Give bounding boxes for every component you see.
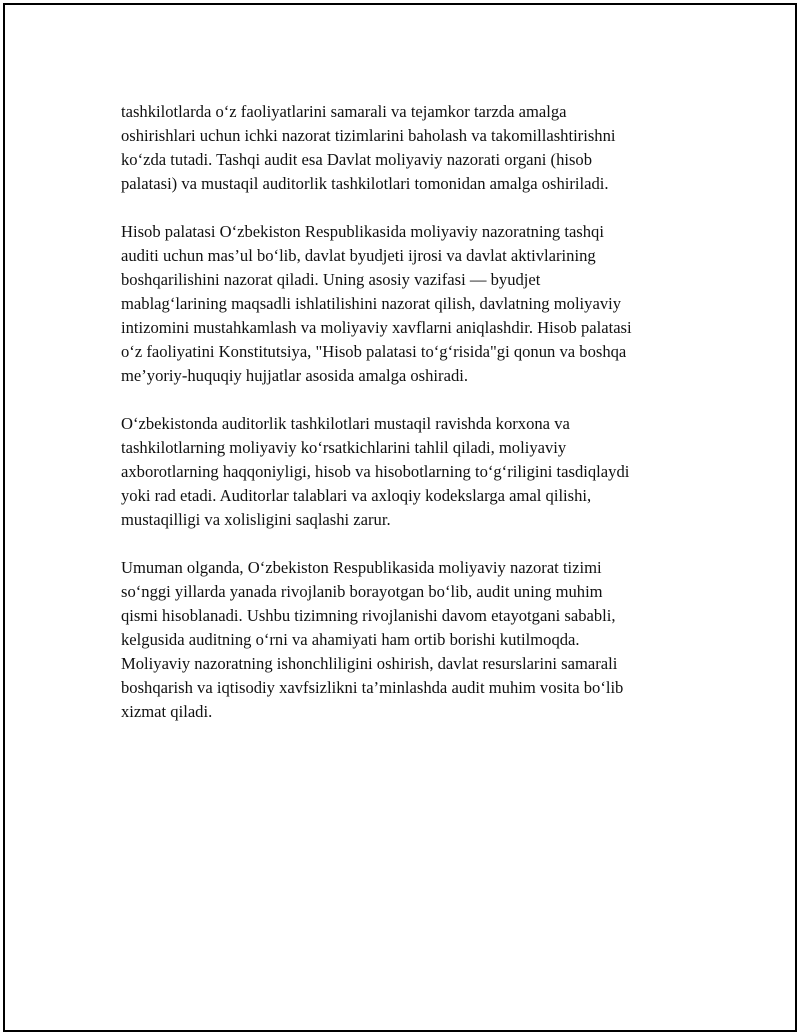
text-line: mustaqilligi va xolisligini saqlashi zarur. — [121, 510, 391, 529]
text-line: mablag‘larining maqsadli ishlatilishini nazorat qilish, davlatning moliyaviy — [121, 294, 622, 313]
text-line: axborotlarning haqqoniyligi, hisob va hisobotlarning to‘g‘riligini tasdiqlaydi — [121, 462, 630, 481]
text-line: xizmat qiladi. — [121, 702, 213, 721]
text-line: intizomini mustahkamlash va moliyaviy xavflarni aniqlashdir. Hisob palatasi — [121, 318, 632, 337]
text-line: Umuman olganda, O‘zbekiston Respublikasida moliyaviy nazorat tizimi — [121, 558, 602, 577]
document-body — [121, 100, 711, 748]
text-line: tashkilotlarda o‘z faoliyatlarini samarali va tejamkor tarzda amalga — [121, 102, 567, 121]
text-line: yoki rad etadi. Auditorlar talablari va axloqiy kodekslarga amal qilishi, — [121, 486, 592, 505]
text-line: Hisob palatasi O‘zbekiston Respublikasida moliyaviy nazoratning tashqi — [121, 222, 604, 241]
document-page — [3, 3, 797, 1032]
text-line: qismi hisoblanadi. Ushbu tizimning rivojlanishi davom etayotgani sababli, — [121, 606, 616, 625]
text-line: Moliyaviy nazoratning ishonchliligini oshirish, davlat resurslarini samarali — [121, 654, 618, 673]
text-line: O‘zbekistonda auditorlik tashkilotlari mustaqil ravishda korxona va — [121, 414, 570, 433]
text-line: kelgusida auditning o‘rni va ahamiyati ham ortib borishi kutilmoqda. — [121, 630, 580, 649]
text-line: oshirishlari uchun ichki nazorat tizimlarini baholash va takomillashtirishni — [121, 126, 616, 145]
text-line: boshqarish va iqtisodiy xavfsizlikni ta’minlashda audit muhim vosita bo‘lib — [121, 678, 624, 697]
text-line: auditi uchun mas’ul bo‘lib, davlat byudjeti ijrosi va davlat aktivlarining — [121, 246, 596, 265]
paragraph-2 — [121, 220, 711, 388]
text-line: so‘nggi yillarda yanada rivojlanib borayotgan bo‘lib, audit uning muhim — [121, 582, 603, 601]
paragraph-3 — [121, 412, 711, 532]
text-line: o‘z faoliyatini Konstitutsiya, "Hisob palatasi to‘g‘risida"gi qonun va boshqa — [121, 342, 627, 361]
text-line: palatasi) va mustaqil auditorlik tashkilotlari tomonidan amalga oshiriladi. — [121, 174, 609, 193]
text-line: me’yoriy-huquqiy hujjatlar asosida amalga oshiradi. — [121, 366, 468, 385]
paragraph-1 — [121, 100, 711, 196]
text-line: boshqarilishini nazorat qiladi. Uning asosiy vazifasi — byudjet — [121, 270, 541, 289]
text-line: ko‘zda tutadi. Tashqi audit esa Davlat moliyaviy nazorati organi (hisob — [121, 150, 593, 169]
paragraph-4 — [121, 556, 711, 724]
text-line: tashkilotlarning moliyaviy ko‘rsatkichlarini tahlil qiladi, moliyaviy — [121, 438, 567, 457]
